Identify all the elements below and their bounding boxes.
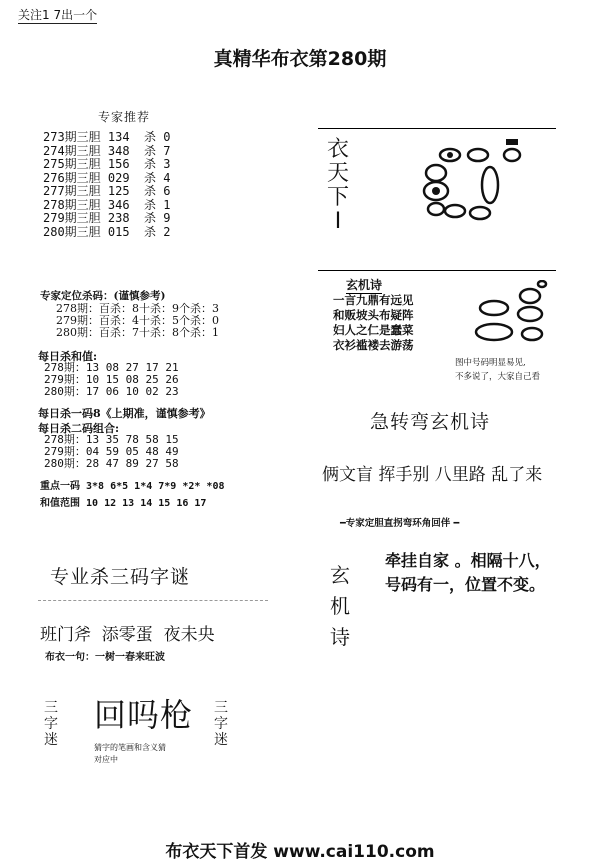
coins-stack-icon (458, 280, 558, 350)
daily-two-list (44, 434, 179, 470)
xuanji-poem-line: 一言九鼎有远见 (333, 293, 414, 307)
daily-two-heading: 每日杀二码组合: (38, 422, 120, 435)
divider (318, 270, 556, 271)
picture-caption-2: 不多说了，大家自己看 (455, 372, 541, 382)
expert-bar: ━专家定胆直拐弯环角回伴 ━ (340, 518, 460, 529)
big-riddle: 回吗枪 (94, 696, 194, 734)
yitianxia-char: 下 (326, 185, 349, 210)
riddle-words: 班门斧 添零蛋 夜未央 (40, 625, 215, 645)
top-note: 关注1 7出一个 (18, 8, 98, 22)
expert-row: 278期三胆 346 杀 1 (43, 197, 171, 212)
kill-three-title: 专业杀三码字谜 (50, 566, 191, 588)
expert-list (43, 128, 171, 239)
footer-site: 布衣天下首发 www.cai110.com (165, 842, 435, 862)
xuanji-vertical-char: 机 (330, 594, 350, 618)
jizhuan-title: 急转弯玄机诗 (370, 411, 491, 433)
yitianxia-char: I (334, 209, 342, 234)
position-kill-row: 280期：百杀：7十杀：8个杀：1 (56, 326, 219, 339)
expert-row: 273期三胆 134 杀 0 (43, 130, 171, 144)
xuanji-poem-line: 妇人之仁是蠢菜 (333, 323, 414, 337)
riddle-note-2: 对应中 (94, 755, 118, 764)
focus-line: 重点一码 3*8 6*5 1*4 7*9 *2* *08 (40, 481, 225, 492)
daily-one-kill: 每日杀一码8《上期准，谨慎参考》 (38, 407, 211, 420)
three-riddle-right: 三字迷 (214, 700, 228, 748)
coins-picture-icon (400, 135, 540, 235)
expert-row: 280期三胆 015 杀 2 (43, 224, 171, 239)
xuanji-vertical-char: 玄 (330, 563, 350, 587)
expert-row: 274期三胆 348 杀 7 (43, 143, 171, 158)
divider (318, 128, 556, 129)
expert-row: 277期三胆 125 杀 6 (43, 184, 171, 198)
xuanji-poem (333, 293, 414, 353)
xuanji-vertical-char: 诗 (330, 625, 350, 649)
yitianxia-char: 天 (326, 161, 349, 186)
expert-row: 275期三胆 156 杀 3 (43, 157, 171, 171)
position-kill-heading: 专家定位杀码：(谨慎参考) (40, 290, 166, 302)
position-kill-row: 279期：百杀：4十杀：5个杀：0 (56, 314, 219, 327)
yitianxia-char: 衣 (326, 137, 349, 162)
xuanji-poem-line: 和贩坡头布疑阵 (333, 308, 414, 322)
position-kill-row: 278期：百杀：8十杀：9个杀：3 (56, 302, 219, 315)
position-kill-list (56, 303, 219, 339)
sum-range-line: 和值范围 10 12 13 14 15 16 17 (40, 498, 207, 509)
picture-caption-1: 图中号码明显易见, (455, 358, 526, 368)
daily-two-row: 278期：13 35 78 58 15 (44, 433, 179, 446)
xuanji-heading: 玄机诗 (346, 278, 383, 292)
xuanji-poem-line: 衣衫褴褛去游荡 (333, 338, 414, 352)
expert-heading: 专家推荐 (98, 110, 151, 124)
daily-sum-row: 279期：10 15 08 25 26 (44, 373, 179, 386)
page-title: 真精华布衣第280期 (213, 48, 387, 70)
divider (38, 600, 268, 601)
buyi-line: 布衣一句：一树一春来旺波 (45, 652, 165, 663)
three-riddle-left: 三字迷 (44, 700, 58, 748)
daily-sum-list (44, 362, 179, 398)
yitianxia-vertical (326, 138, 350, 234)
expert-row: 276期三胆 029 杀 4 (43, 170, 171, 185)
daily-sum-row: 278期：13 08 27 17 21 (44, 361, 179, 374)
daily-two-row: 279期：04 59 05 48 49 (44, 445, 179, 458)
jizhuan-line: 俩文盲 挥手别 八里路 乱了来 (322, 465, 543, 485)
daily-sum-heading: 每日杀和值: (38, 350, 98, 363)
expert-row: 279期三胆 238 杀 9 (43, 211, 171, 225)
final-poem-2: 号码有一，位置不变。 (385, 575, 546, 594)
daily-sum-row: 280期：17 06 10 02 23 (44, 385, 179, 398)
xuanji-vertical (330, 560, 356, 653)
riddle-note-1: 猜字的笔画和含义猜 (94, 743, 166, 752)
daily-two-row: 280期：28 47 89 27 58 (44, 457, 179, 470)
final-poem-1: 牵挂自家 。相隔十八， (385, 551, 551, 570)
